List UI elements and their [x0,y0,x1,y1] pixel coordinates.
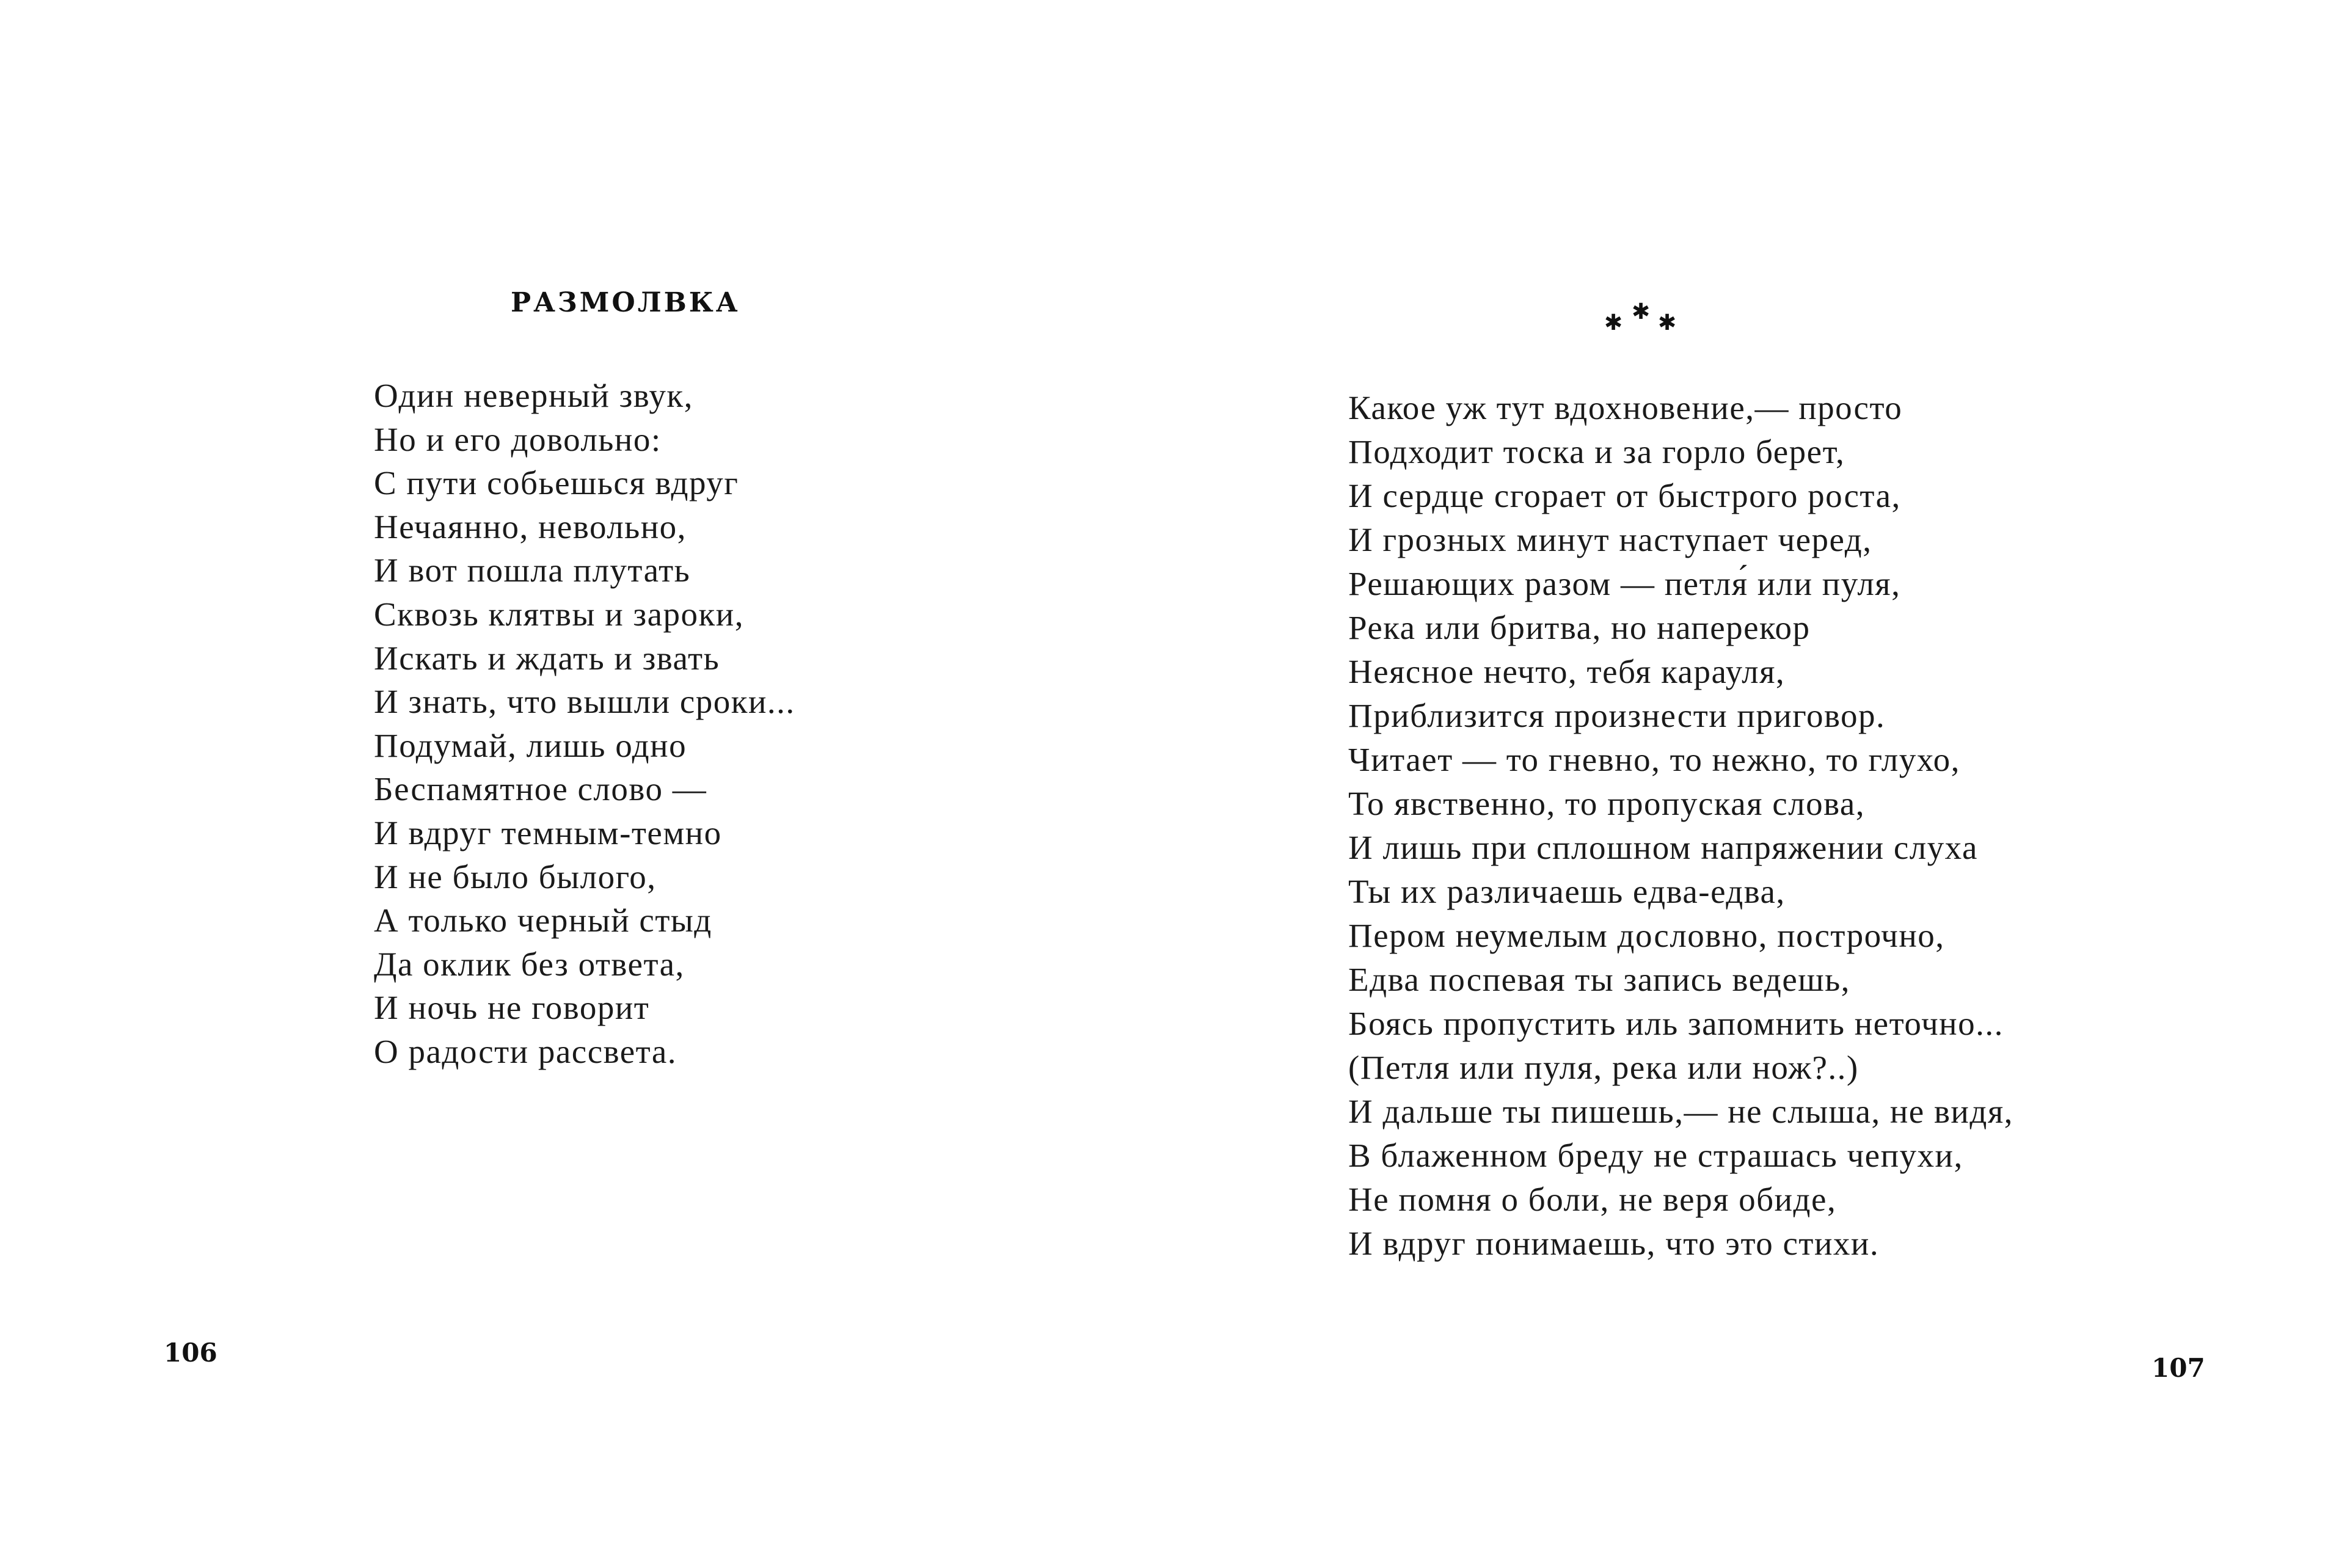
poem-line: И вдруг темным-темно [374,814,722,851]
poem-line: Неясное нечто, тебя карауля, [1348,653,1786,690]
poem-line: Искать и ждать и звать [374,639,720,677]
poem-line: Читает — то гневно, то нежно, то глухо, [1348,741,1960,778]
poem-title: РАЗМОЛВКА [511,287,740,318]
poem-line: С пути собьешься вдруг [374,464,739,502]
poem-line: Река или бритва, но наперекор [1348,609,1811,646]
poem-line: Да оклик без ответа, [374,945,685,983]
asterisk-icon: ✱ [1658,310,1677,335]
poem-line: А только черный стыд [374,902,712,939]
poem-line: И ночь не говорит [374,989,650,1027]
poem-line: Какое уж тут вдохновение,— просто [1348,389,1903,426]
poem-line: И вдруг понимаешь, что это стихи. [1348,1225,1880,1262]
poem-line: Но и его довольно: [374,420,662,458]
poem-line: О радости рассвета. [374,1032,677,1070]
page-number-right: 107 [2152,1353,2205,1383]
poem-line: И знать, что вышли сроки... [374,683,795,721]
poem-line: (Петля или пуля, река или нож?..) [1348,1049,1859,1086]
poem-line: И грозных минут наступает черед, [1348,521,1872,558]
poem-line: Боясь пропустить иль запомнить неточно... [1348,1005,2004,1042]
poem-right [1348,386,2013,1266]
asterisk-icon: ✱ [1632,299,1651,324]
poem-line: Сквозь клятвы и зароки, [374,595,744,633]
poem-line: И лишь при сплошном напряжении слуха [1348,829,1978,866]
poem-line: Приблизится произнести приговор. [1348,697,1886,734]
poem-line: Ты их различаешь едва-едва, [1348,873,1786,910]
poem-line: В блаженном бреду не страшась чепухи, [1348,1137,1963,1174]
asterism-ornament [1604,301,1684,337]
poem-line: Беспамятное слово — [374,770,707,808]
page-number-left: 106 [164,1338,217,1368]
poem-line: И не было былого, [374,858,657,895]
poem-line: Подумай, лишь одно [374,726,687,764]
poem-line: Едва поспевая ты запись ведешь, [1348,961,1850,998]
poem-line: Подходит тоска и за горло берет, [1348,433,1845,470]
poem-line: И вот пошла плутать [374,552,691,589]
asterisk-icon: ✱ [1604,310,1623,335]
poem-line: Один неверный звук, [374,377,693,414]
poem-line: Нечаянно, невольно, [374,508,687,545]
poem-line: Пером неумелым дословно, построчно, [1348,917,1945,954]
poem-line: И сердце сгорает от быстрого роста, [1348,477,1901,514]
poem-line: И дальше ты пишешь,— не слыша, не видя, [1348,1093,2013,1130]
poem-line: Решающих разом — петля́ или пуля, [1348,565,1901,602]
poem-left [374,374,795,1074]
poem-line: Не помня о боли, не веря обиде, [1348,1181,1837,1218]
poem-line: То явственно, то пропуская слова, [1348,785,1865,822]
right-page [1174,0,2347,1568]
